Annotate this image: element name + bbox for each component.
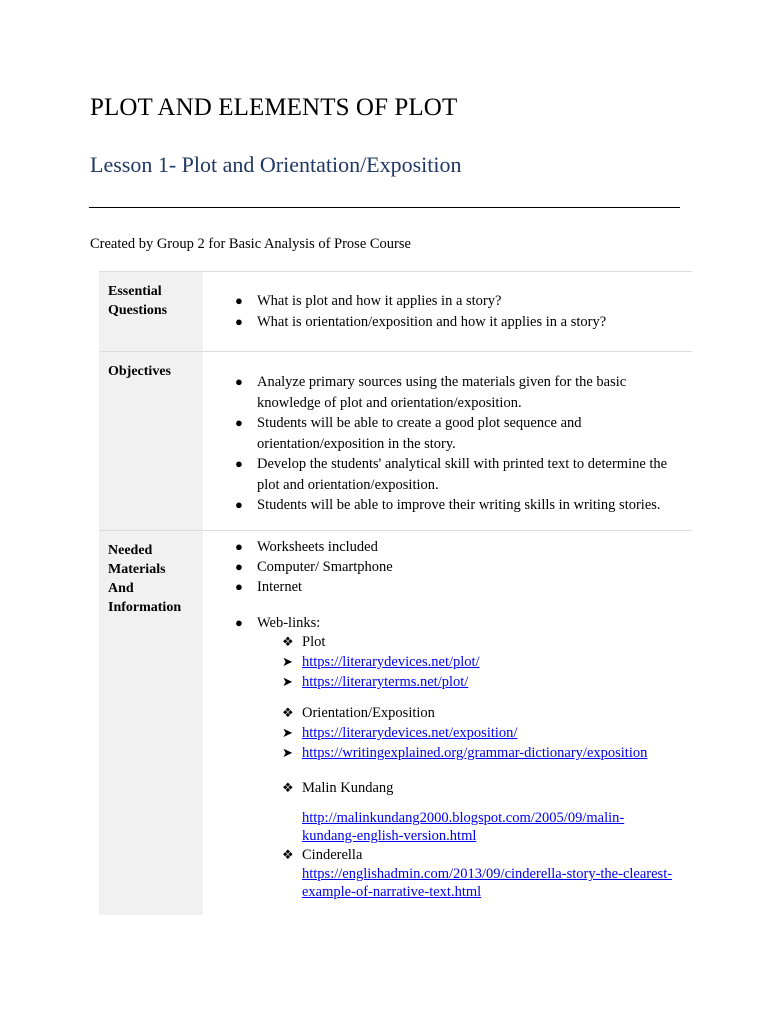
link-item — [257, 865, 692, 901]
group-heading-text: Plot — [302, 634, 326, 650]
material-text: Internet — [257, 579, 303, 595]
list-item — [203, 372, 692, 413]
link-group-heading — [257, 632, 692, 652]
row-objectives — [99, 351, 692, 530]
weblinks-list — [257, 632, 692, 901]
arrowhead-icon: ➤ — [282, 745, 293, 760]
link-line: kundang-english-version.html — [302, 828, 477, 844]
link-cinderella[interactable] — [302, 866, 672, 900]
objective-text: Analyze primary sources using the materials given for the basic knowledge of plot and orientation/exposition. — [257, 374, 627, 411]
list-item — [203, 413, 692, 454]
bullet-dot-icon: ● — [235, 415, 243, 430]
label-line: Questions — [108, 303, 168, 318]
question-text: What is plot and how it applies in a story? — [257, 293, 502, 309]
row-materials — [99, 530, 692, 915]
link-item — [257, 652, 692, 672]
link-group-heading — [257, 778, 692, 798]
list-item — [203, 495, 692, 516]
bullet-dot-icon: ● — [235, 313, 243, 329]
link-item — [257, 743, 692, 763]
materials-list — [203, 537, 692, 901]
materials-content — [203, 531, 692, 915]
arrowhead-icon: ➤ — [282, 654, 293, 669]
bullet-dot-icon: ● — [235, 293, 243, 308]
link-line: https://englishadmin.com/2013/09/cinderella-story-the-clearest- — [302, 866, 673, 882]
document-title: PLOT AND ELEMENTS OF PLOT — [90, 94, 458, 121]
label-line: Objectives — [108, 364, 171, 379]
list-item — [203, 291, 692, 312]
link-writingexplained-exposition[interactable]: https://writingexplained.org/grammar-dictionary/exposition — [302, 745, 648, 761]
label-materials — [99, 531, 203, 915]
bullet-dot-icon: ● — [235, 374, 243, 389]
bullet-dot-icon: ● — [235, 456, 243, 471]
lesson-table — [99, 271, 692, 915]
objective-text: Develop the students' analytical skill with printed text to determine the plot and orientation/exposition. — [257, 456, 668, 493]
four-diamond-icon: ❖ — [282, 705, 294, 720]
link-literaryterms-plot[interactable]: https://literaryterms.net/plot/ — [302, 674, 469, 690]
objectives-content — [203, 352, 692, 530]
bullet-dot-icon: ● — [235, 615, 243, 630]
link-malinkundang[interactable] — [302, 810, 624, 844]
group-heading-text: Orientation/Exposition — [302, 705, 435, 721]
link-literarydevices-exposition[interactable]: https://literarydevices.net/exposition/ — [302, 725, 518, 741]
arrowhead-icon: ➤ — [282, 674, 293, 689]
link-line: example-of-narrative-text.html — [302, 884, 482, 900]
bullet-dot-icon: ● — [235, 539, 243, 554]
weblinks-label: Web-links: — [257, 615, 321, 631]
link-group-heading — [257, 703, 692, 723]
lesson-subtitle: Lesson 1- Plot and Orientation/Exposition — [90, 152, 462, 177]
list-item — [203, 537, 692, 557]
label-line: Materials — [108, 562, 166, 577]
credit-line: Created by Group 2 for Basic Analysis of Prose Course — [90, 236, 411, 252]
row-essential-questions — [99, 271, 692, 351]
material-text: Computer/ Smartphone — [257, 559, 393, 575]
horizontal-rule — [89, 207, 680, 208]
four-diamond-icon: ❖ — [282, 847, 294, 862]
material-text: Worksheets included — [257, 539, 378, 555]
list-item — [203, 312, 692, 333]
list-item — [203, 557, 692, 577]
bullet-dot-icon: ● — [235, 497, 243, 512]
label-line: Needed — [108, 543, 153, 558]
label-essential-questions — [99, 272, 203, 351]
list-item — [203, 577, 692, 597]
label-objectives — [99, 352, 203, 530]
link-literarydevices-plot[interactable]: https://literarydevices.net/plot/ — [302, 654, 480, 670]
link-item — [257, 723, 692, 743]
label-line: Information — [108, 600, 182, 615]
list-item — [203, 454, 692, 495]
arrowhead-icon: ➤ — [282, 725, 293, 740]
bullet-dot-icon: ● — [235, 579, 243, 594]
link-item — [257, 672, 692, 692]
question-text: What is orientation/exposition and how it applies in a story? — [257, 313, 607, 330]
bullet-dot-icon: ● — [235, 559, 243, 574]
label-line: Essential — [108, 284, 162, 299]
objective-list — [203, 372, 692, 516]
objective-text: Students will be able to create a good plot sequence and orientation/exposition in the story. — [257, 415, 582, 452]
link-line: http://malinkundang2000.blogspot.com/2005/09/malin- — [302, 810, 625, 826]
link-item — [257, 809, 692, 845]
four-diamond-icon: ❖ — [282, 634, 294, 649]
label-line: And — [108, 581, 134, 596]
essential-questions-content — [203, 272, 692, 351]
four-diamond-icon: ❖ — [282, 780, 294, 795]
group-heading-text: Malin Kundang — [302, 780, 394, 796]
question-list — [203, 291, 692, 332]
group-heading-text: Cinderella — [302, 847, 363, 863]
list-item — [203, 613, 692, 901]
link-group-heading — [257, 845, 692, 865]
objective-text: Students will be able to improve their writing skills in writing stories. — [257, 497, 661, 513]
